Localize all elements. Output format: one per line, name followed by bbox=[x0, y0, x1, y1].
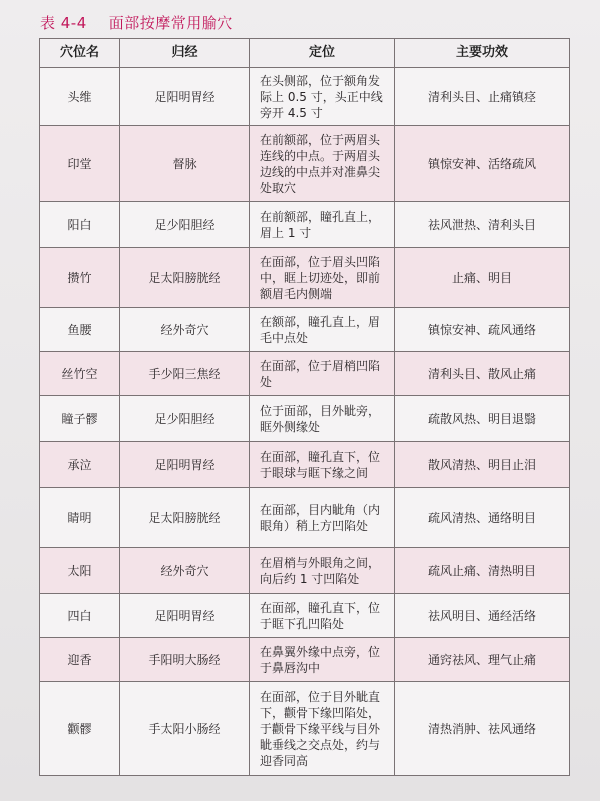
cell-acupoint-name: 攒竹 bbox=[40, 248, 120, 308]
cell-location: 在面部，位于目外眦直下，颧骨下缘凹陷处，于颧骨下缘平线与目外眦垂线之交点处，约与迎香同高 bbox=[250, 682, 395, 776]
cell-acupoint-name: 鱼腰 bbox=[40, 308, 120, 352]
table-number: 表 4-4 bbox=[40, 13, 87, 32]
cell-function: 清利头目、散风止痛 bbox=[395, 352, 570, 396]
table-row bbox=[40, 594, 570, 638]
table-row bbox=[40, 248, 570, 308]
acupoint-table bbox=[39, 38, 570, 776]
header-meridian: 归经 bbox=[120, 39, 250, 68]
cell-function: 祛风明目、通经活络 bbox=[395, 594, 570, 638]
table-body bbox=[40, 68, 570, 776]
cell-function: 疏散风热、明目退翳 bbox=[395, 396, 570, 442]
cell-meridian: 足阳明胃经 bbox=[120, 442, 250, 488]
header-acupoint-name: 穴位名 bbox=[40, 39, 120, 68]
cell-meridian: 足阳明胃经 bbox=[120, 594, 250, 638]
table-row bbox=[40, 352, 570, 396]
cell-acupoint-name: 迎香 bbox=[40, 638, 120, 682]
cell-acupoint-name: 太阳 bbox=[40, 548, 120, 594]
cell-meridian: 足阳明胃经 bbox=[120, 68, 250, 126]
cell-meridian: 督脉 bbox=[120, 126, 250, 202]
cell-function: 散风清热、明目止泪 bbox=[395, 442, 570, 488]
cell-meridian: 足少阳胆经 bbox=[120, 202, 250, 248]
cell-function: 镇惊安神、疏风通络 bbox=[395, 308, 570, 352]
header-main-function: 主要功效 bbox=[395, 39, 570, 68]
cell-acupoint-name: 颧髎 bbox=[40, 682, 120, 776]
cell-meridian: 手太阳小肠经 bbox=[120, 682, 250, 776]
cell-acupoint-name: 阳白 bbox=[40, 202, 120, 248]
cell-location: 在头侧部，位于额角发际上 0.5 寸，头正中线旁开 4.5 寸 bbox=[250, 68, 395, 126]
table-row bbox=[40, 638, 570, 682]
cell-location: 在面部，瞳孔直下，位于眼球与眶下缘之间 bbox=[250, 442, 395, 488]
cell-function: 镇惊安神、活络疏风 bbox=[395, 126, 570, 202]
table-row bbox=[40, 202, 570, 248]
cell-acupoint-name: 睛明 bbox=[40, 488, 120, 548]
cell-meridian: 足少阳胆经 bbox=[120, 396, 250, 442]
cell-location: 在眉梢与外眼角之间，向后约 1 寸凹陷处 bbox=[250, 548, 395, 594]
cell-function: 清利头目、止痛镇痉 bbox=[395, 68, 570, 126]
table-row bbox=[40, 126, 570, 202]
cell-meridian: 经外奇穴 bbox=[120, 548, 250, 594]
cell-location: 在前额部，位于两眉头连线的中点。于两眉头边线的中点并对准鼻尖处取穴 bbox=[250, 126, 395, 202]
table-row bbox=[40, 488, 570, 548]
cell-function: 疏风清热、通络明目 bbox=[395, 488, 570, 548]
table-row bbox=[40, 442, 570, 488]
cell-meridian: 手阳明大肠经 bbox=[120, 638, 250, 682]
cell-function: 通窍祛风、理气止痛 bbox=[395, 638, 570, 682]
cell-acupoint-name: 印堂 bbox=[40, 126, 120, 202]
cell-meridian: 手少阳三焦经 bbox=[120, 352, 250, 396]
table-row bbox=[40, 396, 570, 442]
table-row bbox=[40, 68, 570, 126]
cell-location: 在面部，目内眦角（内眼角）稍上方凹陷处 bbox=[250, 488, 395, 548]
cell-location: 在鼻翼外缘中点旁，位于鼻唇沟中 bbox=[250, 638, 395, 682]
cell-acupoint-name: 头维 bbox=[40, 68, 120, 126]
table-caption bbox=[40, 10, 233, 34]
cell-function: 疏风止痛、清热明目 bbox=[395, 548, 570, 594]
cell-location: 在面部，位于眉头凹陷中，眶上切迹处，即前额眉毛内侧端 bbox=[250, 248, 395, 308]
cell-location: 在额部，瞳孔直上，眉毛中点处 bbox=[250, 308, 395, 352]
cell-meridian: 经外奇穴 bbox=[120, 308, 250, 352]
cell-acupoint-name: 承泣 bbox=[40, 442, 120, 488]
cell-location: 在前额部，瞳孔直上，眉上 1 寸 bbox=[250, 202, 395, 248]
table-row bbox=[40, 548, 570, 594]
table-row bbox=[40, 682, 570, 776]
cell-function: 清热消肿、祛风通络 bbox=[395, 682, 570, 776]
cell-acupoint-name: 丝竹空 bbox=[40, 352, 120, 396]
cell-meridian: 足太阳膀胱经 bbox=[120, 248, 250, 308]
table-header-row bbox=[40, 39, 570, 68]
header-location: 定位 bbox=[250, 39, 395, 68]
cell-function: 祛风泄热、清利头目 bbox=[395, 202, 570, 248]
table-row bbox=[40, 308, 570, 352]
table-title: 面部按摩常用腧穴 bbox=[108, 13, 233, 32]
cell-acupoint-name: 四白 bbox=[40, 594, 120, 638]
cell-meridian: 足太阳膀胱经 bbox=[120, 488, 250, 548]
cell-function: 止痛、明目 bbox=[395, 248, 570, 308]
cell-location: 在面部，瞳孔直下，位于眶下孔凹陷处 bbox=[250, 594, 395, 638]
cell-location: 在面部，位于眉梢凹陷处 bbox=[250, 352, 395, 396]
cell-location: 位于面部，目外眦旁，眶外侧缘处 bbox=[250, 396, 395, 442]
cell-acupoint-name: 瞳子髎 bbox=[40, 396, 120, 442]
